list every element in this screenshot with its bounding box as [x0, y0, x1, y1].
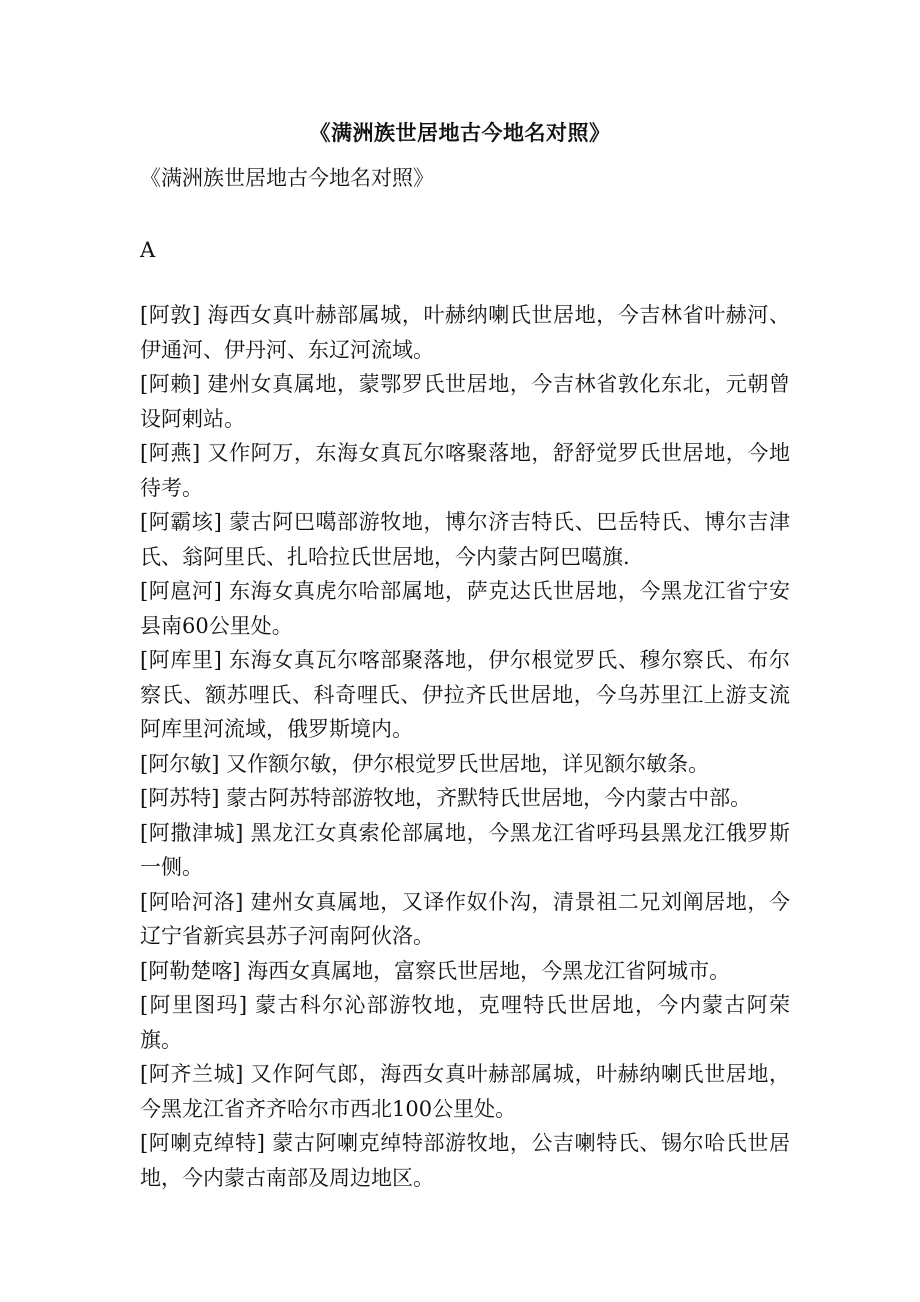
entry — [140, 298, 790, 367]
section-letter: A — [140, 238, 156, 262]
entry — [140, 436, 790, 505]
entry — [140, 367, 790, 436]
entry-term: [阿勒楚喀] — [140, 958, 241, 983]
entry — [140, 1126, 790, 1195]
entry-list — [140, 298, 790, 1195]
document-subtitle: 《满洲族世居地古今地名对照》 — [140, 166, 434, 190]
entry — [140, 781, 790, 816]
entry — [140, 988, 790, 1057]
entry — [140, 1057, 790, 1126]
entry — [140, 747, 790, 782]
entry-term: [阿赖] — [140, 372, 201, 396]
entry-text: 东海女真瓦尔喀部聚落地，伊尔根觉罗氏、穆尔察氏、布尔察氏、额苏哩氏、科奇哩氏、伊拉齐氏世居地，今乌苏里江上游支流阿库里河流域，俄罗斯境内。 — [140, 648, 790, 741]
entry-term: [阿霸垓] — [140, 510, 222, 534]
entry-text: 又作额尔敏，伊尔根觉罗氏世居地，详见额尔敏条。 — [226, 751, 710, 776]
entry-text: 黑龙江女真索伦部属地，今黑龙江省呼玛县黑龙江俄罗斯一侧。 — [140, 820, 790, 879]
entry-text: 海西女真叶赫部属城，叶赫纳喇氏世居地，今吉林省叶赫河、伊通河、伊丹河、东辽河流域。 — [140, 303, 790, 362]
entry-text: 蒙古科尔沁部游牧地，克哩特氏世居地，今内蒙古阿荣旗。 — [140, 993, 791, 1052]
entry-text: 蒙古阿巴噶部游牧地，博尔济吉特氏、巴岳特氏、博尔吉津氏、翁阿里氏、扎哈拉氏世居地，今内蒙古阿巴噶旗. — [140, 510, 790, 569]
document-title: 《满洲族世居地古今地名对照》 — [309, 120, 611, 145]
entry — [140, 574, 790, 643]
entry-text: 东海女真虎尔哈部属地，萨克达氏世居地，今黑龙江省宁安县南60公里处。 — [140, 579, 790, 638]
entry-text: 建州女真属地，蒙鄂罗氏世居地，今吉林省敦化东北，元朝曾设阿剌站。 — [140, 372, 790, 431]
entry-term: [阿苏特] — [140, 786, 220, 810]
entry-text: 蒙古阿喇克绰特部游牧地，公吉喇特氏、锡尔哈氏世居地，今内蒙古南部及周边地区。 — [140, 1131, 791, 1190]
entry — [140, 816, 790, 885]
entry-text: 蒙古阿苏特部游牧地，齐默特氏世居地，今内蒙古中部。 — [226, 786, 752, 810]
entry-term: [阿里图玛] — [140, 993, 248, 1017]
entry-term: [阿库里] — [140, 648, 222, 672]
entry-text: 海西女真属地，富察氏世居地，今黑龙江省阿城市。 — [247, 958, 731, 983]
entry-text: 又作阿万，东海女真瓦尔喀聚落地，舒舒觉罗氏世居地，今地待考。 — [140, 441, 790, 500]
entry — [140, 505, 790, 574]
entry-term: [阿燕] — [140, 441, 201, 465]
entry — [140, 885, 790, 954]
entry — [140, 954, 790, 989]
entry-term: [阿哈河洛] — [140, 889, 244, 914]
entry-text: 建州女真属地，又译作奴仆沟，清景祖二兄刘阐居地，今辽宁省新宾县苏子河南阿伙洛。 — [140, 889, 790, 948]
entry-term: [阿喇克绰特] — [140, 1131, 265, 1155]
entry-term: [阿敦] — [140, 303, 201, 327]
entry-text: 又作阿气郎，海西女真叶赫部属城，叶赫纳喇氏世居地，今黑龙江省齐齐哈尔市西北100公里处。 — [140, 1062, 790, 1121]
entry-term: [阿撒津城] — [140, 820, 244, 845]
entry — [140, 643, 790, 747]
entry-term: [阿扈河] — [140, 579, 222, 603]
entry-term: [阿齐兰城] — [140, 1062, 244, 1086]
entry-term: [阿尔敏] — [140, 751, 220, 776]
